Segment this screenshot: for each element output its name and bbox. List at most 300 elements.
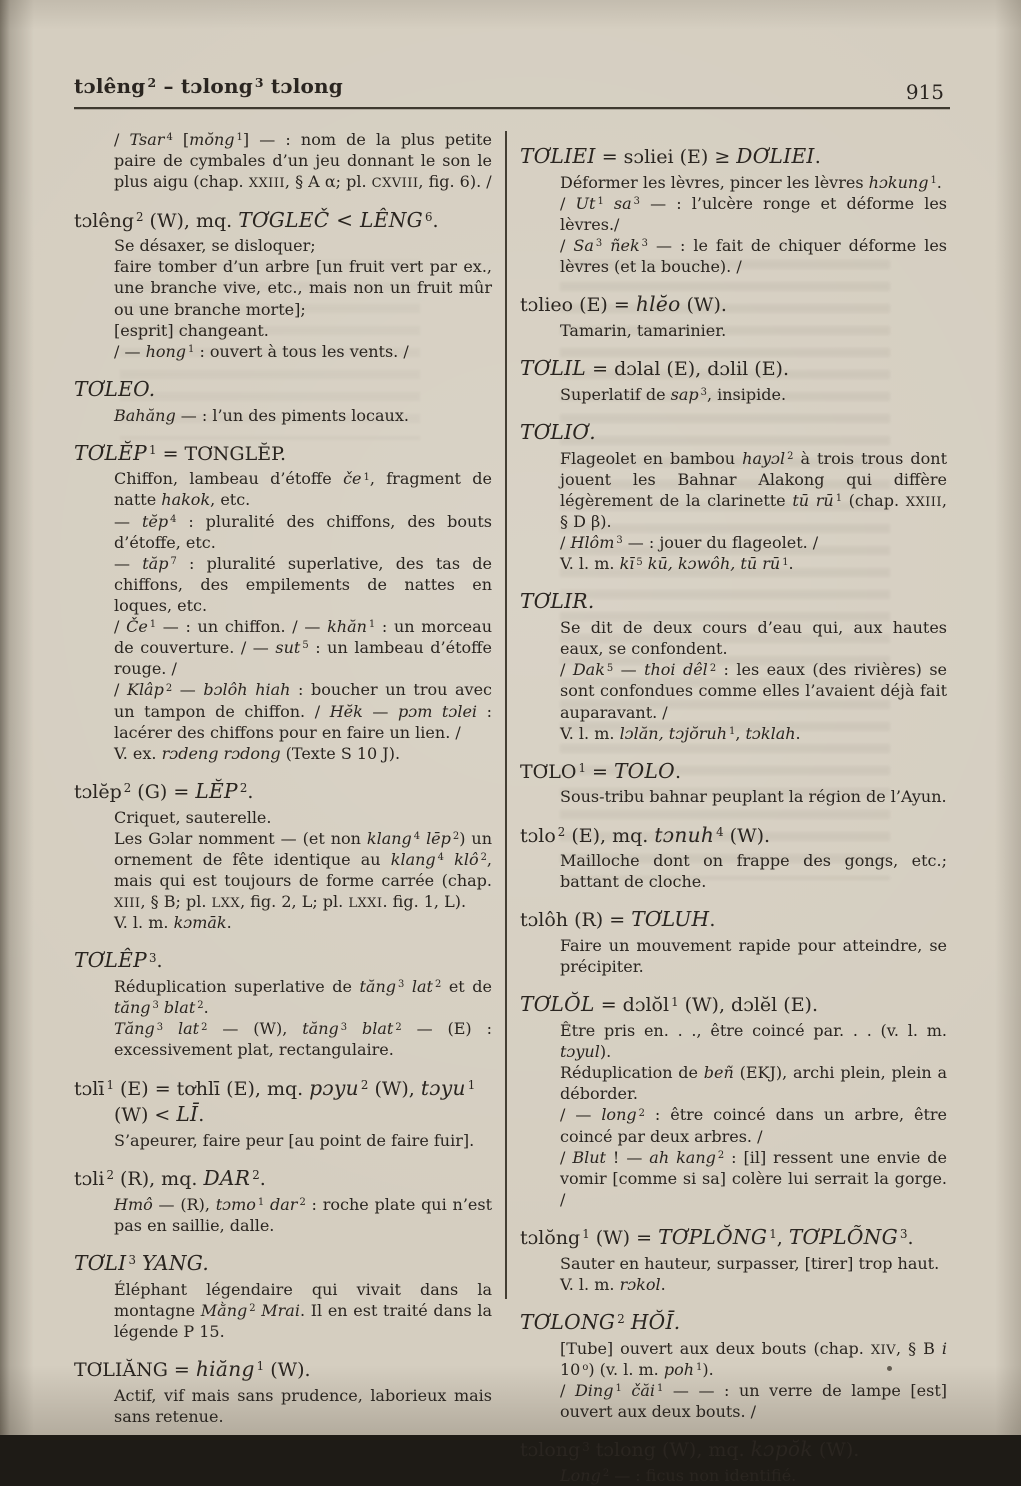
superscript-number: 2 <box>123 781 132 796</box>
text-run: bɔlôh hiah <box>203 680 291 700</box>
text-run: TƠLUH <box>631 907 710 932</box>
entry-body <box>74 807 492 934</box>
text-run: Tsar <box>129 130 165 149</box>
dictionary-entry <box>520 1309 947 1422</box>
text-run: klang <box>390 849 436 869</box>
text-run: LXX <box>211 896 241 912</box>
superscript-number: 1 <box>236 132 243 144</box>
superscript-number: 1 <box>188 344 195 356</box>
text-run: XIV <box>870 1342 897 1358</box>
text-run: Bahăng <box>114 405 176 425</box>
text-run: TƠLIEI <box>520 144 596 168</box>
entry-paragraph <box>114 1194 492 1236</box>
superscript-number: 1 <box>363 471 370 483</box>
entry-body <box>520 384 947 405</box>
text-run: (W), <box>368 1077 421 1100</box>
entry-paragraph <box>560 1104 947 1146</box>
text-run: V. l. m. <box>560 1274 620 1294</box>
text-run: , § A α; pl. <box>284 172 372 192</box>
text-run: klang <box>366 828 412 848</box>
dictionary-entry <box>74 947 492 1060</box>
entry-body <box>74 235 492 362</box>
entry-paragraph <box>560 172 947 193</box>
text-run: hong <box>145 341 187 361</box>
text-run: Hmô <box>114 1194 153 1214</box>
text-run: tăp <box>142 553 169 573</box>
text-run: tū rū <box>792 490 834 510</box>
dictionary-entry <box>520 291 947 341</box>
text-run <box>622 1381 632 1400</box>
entry-paragraph <box>114 235 492 256</box>
text-run: sut <box>275 638 301 658</box>
dictionary-entry <box>74 1250 492 1342</box>
superscript-number: 1 <box>578 761 586 776</box>
text-run: ] — : nom de la plus petite paire de cymbales d’un jeu donnant le son le plus aigu (chap. <box>114 130 492 192</box>
entry-paragraph <box>114 1279 492 1342</box>
text-run: , fig. 2, L; pl. <box>240 892 349 912</box>
text-run: Flageolet en bambou <box>560 448 743 468</box>
entry-body <box>520 320 947 341</box>
dictionary-entry <box>520 419 947 575</box>
superscript-number: 2 <box>617 1312 625 1327</box>
text-run: / — <box>560 1105 602 1125</box>
text-run: Éléphant légendaire qui vivait dans la montagne <box>114 1279 492 1320</box>
superscript-number: 3 <box>152 1000 159 1012</box>
text-run: hakok <box>161 490 211 510</box>
text-run: Mằng <box>200 1300 248 1320</box>
superscript-number: 3 <box>700 386 707 398</box>
text-run: : être coincé dans un arbre, être coincé par deux arbres. / <box>560 1105 948 1146</box>
superscript-number: 3 <box>398 979 405 991</box>
superscript-number: 4 <box>437 852 444 864</box>
entry-body <box>74 1130 492 1151</box>
text-run: Tamarin, tamarinier. <box>560 320 727 340</box>
text-run: / <box>560 660 573 680</box>
text-run: TƠPLÕNG <box>788 1225 898 1249</box>
text-run: , <box>776 1227 789 1249</box>
entry-paragraph <box>560 1147 947 1210</box>
text-run: = <box>585 760 614 783</box>
text-run: LĔP <box>195 778 238 803</box>
text-run: Sauter en hauteur, surpasser, [tirer] trop haut. <box>560 1253 940 1273</box>
dictionary-entry <box>520 355 947 405</box>
entry-paragraph <box>114 1130 492 1151</box>
superscript-number: 5 <box>302 640 309 652</box>
superscript-number: 1 <box>696 1362 703 1374</box>
text-run: Klâp <box>126 680 164 700</box>
text-run: — : l’un des piments locaux. <box>175 405 409 425</box>
entry-body <box>520 172 947 278</box>
superscript-number: 2 <box>480 852 487 864</box>
entry-paragraph <box>560 723 947 744</box>
superscript-number: 3 <box>156 1021 164 1033</box>
text-run: TƠLĔP <box>74 440 148 465</box>
superscript-number: 2 <box>717 1149 725 1161</box>
text-run: . <box>936 172 942 192</box>
text-run: hayɔl <box>742 448 786 468</box>
text-run: : un lambeau d’étoffe rouge. / <box>114 638 492 679</box>
text-run: TƠLIĂNG = <box>74 1358 196 1381</box>
text-run: . <box>226 913 232 933</box>
text-run: Mrai <box>261 1300 300 1320</box>
text-run: čăi <box>631 1381 655 1401</box>
text-run: / <box>560 193 576 213</box>
text-run: V. l. m. <box>114 913 174 933</box>
text-run: / <box>560 533 571 553</box>
text-run: 10 <box>560 1359 581 1379</box>
text-run: lat <box>178 1019 200 1039</box>
text-run: XXIII <box>905 494 942 510</box>
superscript-number: o <box>582 1362 589 1374</box>
superscript-number: 1 <box>149 619 157 631</box>
entry-headword <box>74 778 492 805</box>
superscript-number: 2 <box>787 450 794 462</box>
superscript-number: 1 <box>615 1383 622 1395</box>
text-run: tăng <box>359 977 396 997</box>
text-run: . <box>795 723 801 743</box>
text-run: Mailloche dont on frappe des gongs, etc.; battant de cloche. <box>560 851 947 892</box>
text-run: lat <box>411 977 433 997</box>
entry-paragraph <box>114 743 492 764</box>
entry-paragraph <box>114 912 492 933</box>
entry-body <box>74 405 492 426</box>
entry-paragraph <box>560 617 947 659</box>
text-run: / <box>114 130 130 149</box>
entry-paragraph <box>114 129 492 193</box>
text-run: tɔlieo (E) = <box>520 294 636 317</box>
dictionary-entry <box>520 906 947 977</box>
text-run: TƠLEO. <box>74 376 156 401</box>
text-run: (G) = <box>131 780 196 803</box>
dictionary-entry <box>74 1165 492 1236</box>
entry-headword <box>520 1436 947 1463</box>
text-run: kɔpŏk <box>750 1437 813 1462</box>
entry-body <box>520 1253 947 1295</box>
text-run: YANG. <box>141 1250 210 1275</box>
dictionary-entry <box>520 1224 947 1295</box>
superscript-number: 5 <box>606 662 614 674</box>
text-run: lɔlăn, tɔjŏruh <box>619 723 728 743</box>
text-run: LĪ <box>176 1102 199 1127</box>
entry-headword <box>520 419 947 446</box>
text-run: Les Gɔlar nomment — (et non <box>114 828 367 848</box>
text-run: Ding <box>574 1381 614 1401</box>
text-run: pɔm tɔlei <box>397 701 478 721</box>
text-run: . <box>432 209 439 232</box>
entry-body <box>74 1194 492 1236</box>
entry-paragraph <box>560 1253 947 1274</box>
dictionary-entry <box>74 376 492 426</box>
text-run: Hĕk <box>329 701 363 721</box>
header-rule <box>74 107 950 109</box>
text-run: TƠGLEČ < LÊNG <box>238 207 423 232</box>
entry-body <box>520 850 947 892</box>
text-run: (R), mq. <box>113 1168 204 1191</box>
entry-headword <box>520 1224 947 1251</box>
text-run: . <box>674 760 681 783</box>
entry-headword <box>74 1356 492 1383</box>
entry-paragraph <box>114 1018 492 1060</box>
entry-headword <box>520 291 947 318</box>
page-content <box>74 74 950 1486</box>
superscript-number: 1 <box>769 1227 777 1242</box>
entry-paragraph <box>560 1465 947 1486</box>
text-run: : roche plate qui n’est pas en saillie, dalle. <box>114 1194 493 1235</box>
text-run: (W), mq. <box>143 209 239 232</box>
entry-continuation <box>74 129 492 193</box>
superscript-number: 4 <box>716 824 724 839</box>
dictionary-entry <box>74 207 492 362</box>
two-column-text <box>74 129 950 1486</box>
entry-paragraph <box>560 1020 947 1062</box>
entry-paragraph <box>114 553 492 616</box>
text-run: tɔlong <box>520 1439 581 1462</box>
text-run: TƠLIƠ. <box>520 419 596 444</box>
entry-paragraph <box>560 935 947 977</box>
text-run: i <box>941 1338 947 1358</box>
text-run: TƠLONG <box>520 1309 616 1334</box>
text-run: kū, kɔwôh, tū rū <box>647 554 781 574</box>
text-run: tăng <box>114 998 151 1018</box>
text-run: (W). <box>680 294 727 317</box>
entry-body <box>520 786 947 807</box>
text-run: tɔyul <box>560 1042 600 1062</box>
text-run <box>602 236 610 255</box>
superscript-number: 1 <box>582 1227 590 1242</box>
entry-body <box>74 129 492 193</box>
entry-body <box>520 935 947 977</box>
text-run: khăn <box>327 617 367 637</box>
text-run: Se dit de deux cours d’eau qui, aux hautes eaux, se confondent. <box>560 618 947 659</box>
entry-paragraph <box>560 320 947 341</box>
superscript-number: 7 <box>170 556 177 568</box>
entry-paragraph <box>114 405 492 426</box>
text-run: tɔlêng <box>74 74 146 98</box>
dictionary-entry <box>520 143 947 277</box>
entry-paragraph <box>560 235 947 277</box>
text-run: — (E) : excessivement plat, rectangulaire. <box>114 1019 492 1060</box>
superscript-number: 2 <box>249 1303 256 1314</box>
text-run: . <box>156 950 163 973</box>
text-run: , § B <box>896 1338 942 1358</box>
text-run <box>404 977 412 996</box>
text-run: Déformer les lèvres, pincer les lèvres <box>560 172 869 192</box>
entry-paragraph <box>560 659 947 722</box>
text-run: (EKJ), archi plein, plein a déborder. <box>560 1063 948 1104</box>
entry-body <box>520 617 947 744</box>
dictionary-entry <box>520 991 947 1210</box>
entry-paragraph <box>114 511 492 553</box>
text-run: TOLO <box>613 758 675 783</box>
text-run: / <box>114 617 127 637</box>
entry-paragraph <box>560 1380 947 1422</box>
entry-body <box>520 1338 947 1423</box>
text-run: (Texte S 10 J). <box>280 743 401 763</box>
superscript-number: 3 <box>633 196 640 208</box>
text-run: ). <box>702 1359 714 1379</box>
text-run: tɔlĕp <box>74 780 122 803</box>
superscript-number: 2 <box>136 209 144 224</box>
text-run: — : le fait de chiquer déforme les lèvres (et la bouche). / <box>560 236 948 277</box>
text-run: tɔlôh (R) = <box>520 909 632 932</box>
superscript-number: 1 <box>149 443 157 458</box>
text-run: . <box>259 1168 266 1191</box>
dictionary-entry <box>520 588 947 743</box>
text-run: rɔkol <box>619 1274 661 1294</box>
text-run: . <box>709 909 716 932</box>
text-run: ñek <box>610 236 640 256</box>
text-run: dar <box>270 1194 298 1214</box>
superscript-number: 3 <box>616 535 623 547</box>
text-run: (W) < <box>114 1104 177 1127</box>
entry-headword <box>520 758 947 785</box>
text-run: tɔlŏng <box>520 1227 581 1249</box>
text-run: : ouvert à tous les vents. / <box>194 341 409 361</box>
text-run: , etc. <box>210 490 251 510</box>
text-run: (E), mq. <box>565 824 655 847</box>
text-run: Dak <box>572 660 605 680</box>
text-run: faire tomber d’un arbre [un fruit vert par ex., une branche vive, etc., mais non un fruit mûr ou une branche morte]; <box>114 257 492 319</box>
entry-paragraph <box>114 468 492 510</box>
text-run: . fig. 1, L). <box>382 892 467 912</box>
text-run: et de <box>441 977 492 997</box>
text-run: TƠLŎL <box>520 992 595 1017</box>
entry-body <box>520 448 947 575</box>
text-run: tɔmo <box>215 1194 256 1214</box>
text-run: — <box>613 660 645 680</box>
entry-paragraph <box>114 828 492 913</box>
entry-paragraph <box>114 1385 492 1427</box>
superscript-number: 1 <box>835 492 842 504</box>
text-run: Hlôm <box>570 533 615 553</box>
entry-paragraph <box>560 553 947 574</box>
text-run: (W), dɔlĕl (E). <box>678 994 819 1017</box>
text-run: — : un chiffon. / — <box>156 617 328 637</box>
text-run: V. ex. <box>114 743 162 763</box>
entry-headword <box>74 376 492 403</box>
text-run: XXIII <box>248 176 285 192</box>
text-run: kī <box>619 554 635 574</box>
text-run <box>604 194 614 213</box>
text-run: = dɔlŏl <box>594 994 670 1017</box>
text-run: : pluralité des chiffons, des bouts d’étoffe, etc. <box>114 511 492 552</box>
superscript-number: 2 <box>299 1196 306 1208</box>
text-run: . Il en est traité dans la légende P 15. <box>114 1300 492 1341</box>
running-header <box>74 74 950 104</box>
text-run: (chap. <box>842 490 906 510</box>
superscript-number: 3 <box>899 1227 908 1242</box>
text-run: kɔmāk <box>173 913 227 933</box>
text-run: — : ficus non identifié. <box>609 1465 797 1485</box>
running-headwords <box>74 74 343 98</box>
entry-body <box>74 976 492 1060</box>
text-run: = sɔliei (E) ≥ <box>595 146 737 168</box>
text-run: Ut <box>575 193 596 213</box>
superscript-number: 1 <box>257 1196 265 1208</box>
superscript-number: 1 <box>656 1383 664 1395</box>
entry-headword <box>520 355 947 382</box>
text-run: če <box>343 469 362 489</box>
entry-paragraph <box>114 320 492 341</box>
superscript-number: 4 <box>166 132 173 144</box>
text-run: . <box>247 780 254 803</box>
text-run: . <box>788 554 794 574</box>
superscript-number: 6 <box>424 209 433 224</box>
text-run: (W). <box>723 824 771 847</box>
dictionary-entry <box>74 1075 492 1151</box>
entry-headword <box>74 207 492 234</box>
entry-paragraph <box>114 679 492 742</box>
dictionary-entry <box>520 758 947 808</box>
text-run: — <box>114 511 142 531</box>
superscript-number: 2 <box>360 1077 369 1092</box>
text-run: TƠLIL <box>520 356 587 381</box>
text-run: Être pris en. . ., être coincé par. . . (v. l. m. <box>560 1021 947 1041</box>
text-run: — (R), <box>152 1194 216 1214</box>
text-run <box>444 850 454 869</box>
text-run: — : l’ulcère ronge et déforme les lèvres./ <box>560 193 947 234</box>
text-run: S’apeurer, faire peur [au point de faire fuir]. <box>114 1130 475 1150</box>
text-run: thoi dêl <box>644 660 708 680</box>
text-run: — (W), <box>207 1019 303 1039</box>
text-run: DAR <box>203 1166 251 1191</box>
text-run <box>163 1019 178 1038</box>
entry-headword <box>74 440 492 467</box>
text-run: , insipide. <box>706 384 787 404</box>
text-run: V. l. m. <box>560 554 620 574</box>
text-run: , <box>735 723 746 743</box>
text-run: ). <box>599 1042 612 1062</box>
text-run <box>347 1019 362 1038</box>
text-run: / <box>560 1381 575 1401</box>
text-run: Superlatif de <box>560 384 671 404</box>
text-run: HŎĪ. <box>630 1309 681 1334</box>
dictionary-entry <box>520 822 947 893</box>
entry-headword <box>520 822 947 849</box>
superscript-number: 4 <box>413 830 421 842</box>
right-column <box>520 129 947 1486</box>
entry-paragraph <box>114 616 492 679</box>
text-run: . <box>660 1274 666 1294</box>
text-run: : [il] ressent une envie de vomir [comme si sa] colère lui serrait la gorge. / <box>560 1147 947 1209</box>
superscript-number: 2 <box>239 781 248 796</box>
superscript-number: 2 <box>197 1000 204 1012</box>
superscript-number: 3 <box>128 1253 136 1268</box>
text-run: hlĕo <box>635 292 681 317</box>
text-run: , fragment de natte <box>114 469 493 510</box>
text-run: à trois trous dont jouent les Bahnar Alakong qui diffère légèrement de la clarinette <box>560 448 947 510</box>
text-run: hiăng <box>195 1356 255 1381</box>
superscript-number: 3 <box>149 950 157 965</box>
entry-paragraph <box>560 448 947 533</box>
text-run: tɔli <box>74 1168 105 1191</box>
text-run: (W) = <box>589 1227 659 1249</box>
entry-headword <box>520 588 947 615</box>
text-run: sap <box>670 384 699 404</box>
text-run: klô <box>454 849 479 869</box>
text-run: tɔlêng <box>74 209 134 232</box>
text-run: = TƠNGLĔP. <box>156 442 287 465</box>
text-run: — <box>362 701 398 721</box>
entry-paragraph <box>560 384 947 405</box>
superscript-number: 1 <box>597 196 604 208</box>
page-number: 915 <box>905 80 944 104</box>
text-run: mŏng <box>189 130 235 149</box>
entry-paragraph <box>560 1274 947 1295</box>
text-run: / <box>114 680 127 700</box>
text-run: Če <box>126 617 148 637</box>
text-run: : un morceau de couverture. / — <box>114 617 492 658</box>
